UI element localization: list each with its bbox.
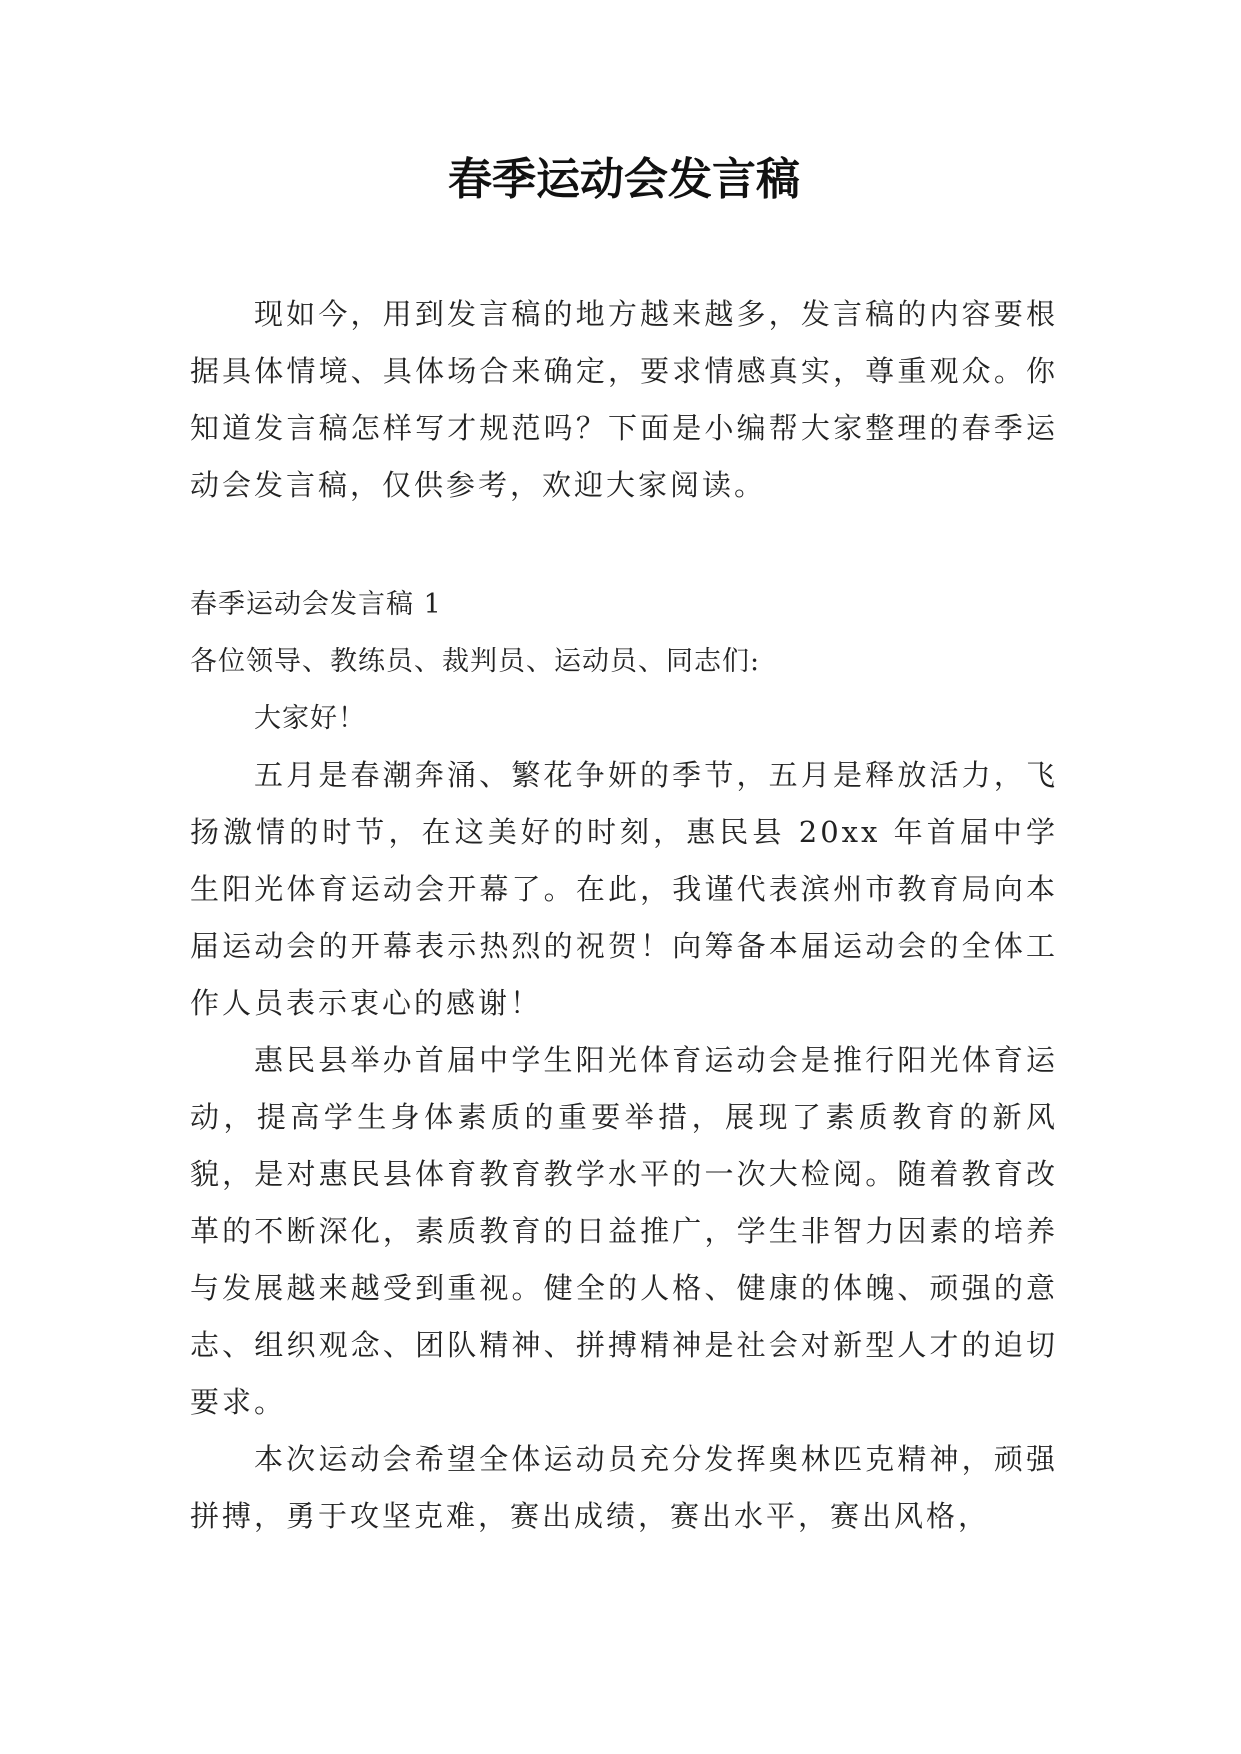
body-paragraph-3: 本次运动会希望全体运动员充分发挥奥林匹克精神，顽强拼搏，勇于攻坚克难，赛出成绩，赛出水平，赛出风格， (190, 1442, 1058, 1533)
intro-paragraph: 现如今，用到发言稿的地方越来越多，发言稿的内容要根据具体情境、具体场合来确定，要求情感真实，尊重观众。你知道发言稿怎样写才规范吗？下面是小编帮大家整理的春季运动会发言稿，仅供参考，欢迎大家阅读。 (190, 297, 1058, 502)
body-paragraph-2: 惠民县举办首届中学生阳光体育运动会是推行阳光体育运动，提高学生身体素质的重要举措，展现了素质教育的新风貌，是对惠民县体育教育教学水平的一次大检阅。随着教育改革的不断深化，素质教育的日益推广，学生非智力因素的培养与发展越来越受到重视。健全的人格、健康的体魄、顽强的意志、组织观念、团队精神、拼搏精神是社会对新型人才的迫切要求。 (190, 1043, 1058, 1419)
speech-body (190, 576, 1058, 1545)
section-heading: 春季运动会发言稿 1 (190, 589, 442, 620)
document-title: 春季运动会发言稿 (448, 154, 800, 205)
salutation: 各位领导、教练员、裁判员、运动员、同志们: (190, 646, 761, 677)
body-paragraph-1: 五月是春潮奔涌、繁花争妍的季节，五月是释放活力，飞扬激情的时节，在这美好的时刻，惠民县 20xx 年首届中学生阳光体育运动会开幕了。在此，我谨代表滨州市教育局向本届运动会的开幕表示热烈的祝贺！向筹备本届运动会的全体工作人员表示衷心的感谢！ (190, 758, 1058, 1020)
greeting: 大家好！ (254, 703, 366, 734)
